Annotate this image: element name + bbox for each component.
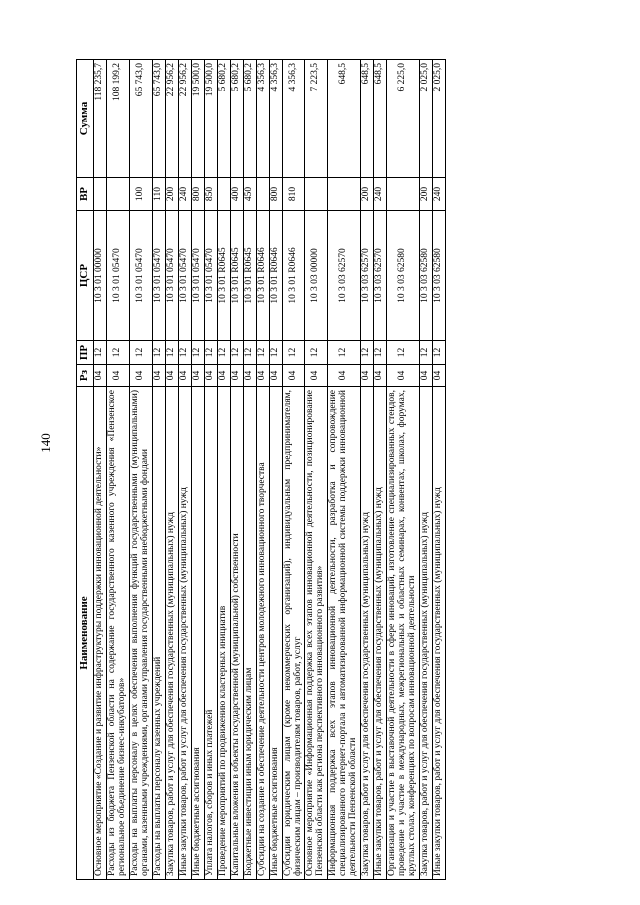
table-row xyxy=(328,60,361,880)
cell-pr: 12 xyxy=(94,341,107,365)
cell-vr: 810 xyxy=(282,178,305,211)
cell-rz: 04 xyxy=(269,365,282,387)
cell-pr: 12 xyxy=(230,341,243,365)
table-row xyxy=(387,60,420,880)
table-row xyxy=(269,60,282,880)
cell-pr: 12 xyxy=(305,341,328,365)
cell-name: Расходы на выплаты персоналу казенных учреждений xyxy=(152,387,165,880)
cell-rz: 04 xyxy=(387,365,420,387)
cell-name: Закупка товаров, работ и услуг для обеспечения государственных (муниципальных) нужд xyxy=(361,387,374,880)
table-body xyxy=(94,60,446,880)
cell-csr: 10 3 01 R0646 xyxy=(256,211,269,341)
cell-pr: 12 xyxy=(387,341,420,365)
table-row xyxy=(433,60,446,880)
cell-vr xyxy=(94,178,107,211)
cell-rz: 04 xyxy=(256,365,269,387)
cell-csr: 10 3 01 05470 xyxy=(178,211,191,341)
header-name: Наименование xyxy=(77,387,94,880)
cell-rz: 04 xyxy=(243,365,256,387)
cell-sum: 19 500,0 xyxy=(204,60,217,178)
cell-rz: 04 xyxy=(374,365,387,387)
cell-csr: 10 3 01 R0646 xyxy=(269,211,282,341)
cell-csr: 10 3 01 05470 xyxy=(165,211,178,341)
cell-vr xyxy=(217,178,230,211)
cell-vr xyxy=(387,178,420,211)
table-row xyxy=(106,60,129,880)
cell-csr: 10 3 03 62580 xyxy=(433,211,446,341)
table-row xyxy=(152,60,165,880)
cell-pr: 12 xyxy=(433,341,446,365)
cell-rz: 04 xyxy=(305,365,328,387)
cell-pr: 12 xyxy=(165,341,178,365)
cell-csr: 10 3 03 62580 xyxy=(420,211,433,341)
cell-csr: 10 3 03 62570 xyxy=(328,211,361,341)
cell-sum: 648,5 xyxy=(328,60,361,178)
cell-csr: 10 3 01 05470 xyxy=(152,211,165,341)
cell-name: Иные закупки товаров, работ и услуг для обеспечения государственных (муниципальных) нужд xyxy=(374,387,387,880)
rotated-page-content xyxy=(76,60,572,880)
cell-pr: 12 xyxy=(361,341,374,365)
cell-vr: 450 xyxy=(243,178,256,211)
cell-rz: 04 xyxy=(106,365,129,387)
cell-vr: 800 xyxy=(269,178,282,211)
table-row xyxy=(256,60,269,880)
cell-vr xyxy=(328,178,361,211)
header-vr: ВР xyxy=(77,178,94,211)
cell-rz: 04 xyxy=(420,365,433,387)
cell-vr: 200 xyxy=(361,178,374,211)
cell-vr: 240 xyxy=(178,178,191,211)
cell-pr: 12 xyxy=(204,341,217,365)
cell-name: Иные бюджетные ассигнования xyxy=(269,387,282,880)
table-row xyxy=(361,60,374,880)
cell-pr: 12 xyxy=(420,341,433,365)
cell-vr xyxy=(106,178,129,211)
table-row xyxy=(94,60,107,880)
cell-csr: 10 3 03 62580 xyxy=(387,211,420,341)
budget-table xyxy=(76,59,446,880)
table-row xyxy=(420,60,433,880)
cell-sum: 19 500,0 xyxy=(191,60,204,178)
cell-vr: 200 xyxy=(420,178,433,211)
cell-rz: 04 xyxy=(282,365,305,387)
cell-rz: 04 xyxy=(361,365,374,387)
cell-name: Информационная поддержка всех этапов инновационной деятельности, разработка и сопровождение специализированного интернет-портала и автоматизированной информационной системы поддержки инновационной деятельности Пензенской области xyxy=(328,387,361,880)
cell-csr: 10 3 03 62570 xyxy=(374,211,387,341)
cell-sum: 5 680,2 xyxy=(243,60,256,178)
table-row xyxy=(282,60,305,880)
cell-vr: 100 xyxy=(129,178,152,211)
cell-sum: 2 025,0 xyxy=(433,60,446,178)
cell-name: Бюджетные инвестиции иным юридическим лицам xyxy=(243,387,256,880)
cell-csr: 10 3 01 05470 xyxy=(106,211,129,341)
cell-csr: 10 3 01 05470 xyxy=(191,211,204,341)
cell-csr: 10 3 01 R0645 xyxy=(243,211,256,341)
cell-pr: 12 xyxy=(152,341,165,365)
cell-rz: 04 xyxy=(204,365,217,387)
cell-csr: 10 3 01 R0645 xyxy=(230,211,243,341)
table-row xyxy=(178,60,191,880)
cell-sum: 118 235,7 xyxy=(94,60,107,178)
cell-pr: 12 xyxy=(269,341,282,365)
cell-name: Основное мероприятие «Создание и развитие инфраструктуры поддержки инновационной деятельности» xyxy=(94,387,107,880)
cell-name: Иные бюджетные ассигнования xyxy=(191,387,204,880)
table-row xyxy=(129,60,152,880)
cell-rz: 04 xyxy=(191,365,204,387)
cell-vr: 110 xyxy=(152,178,165,211)
cell-rz: 04 xyxy=(328,365,361,387)
table-row xyxy=(243,60,256,880)
cell-pr: 12 xyxy=(282,341,305,365)
cell-vr: 400 xyxy=(230,178,243,211)
cell-sum: 6 225,0 xyxy=(387,60,420,178)
cell-name: Иные закупки товаров, работ и услуг для обеспечения государственных (муниципальных) нужд xyxy=(433,387,446,880)
table-row xyxy=(204,60,217,880)
cell-name: Закупка товаров, работ и услуг для обеспечения государственных (муниципальных) нужд xyxy=(165,387,178,880)
cell-sum: 4 356,3 xyxy=(256,60,269,178)
table-row xyxy=(165,60,178,880)
cell-sum: 65 743,0 xyxy=(152,60,165,178)
cell-pr: 12 xyxy=(106,341,129,365)
cell-vr: 850 xyxy=(204,178,217,211)
header-pr: ПР xyxy=(77,341,94,365)
cell-name: Основное мероприятие «Информационная поддержка всех этапов инновационной деятельности, позиционирование Пензенской области как региона перспективного инновационного развития» xyxy=(305,387,328,880)
header-csr: ЦСР xyxy=(77,211,94,341)
cell-pr: 12 xyxy=(178,341,191,365)
cell-rz: 04 xyxy=(433,365,446,387)
table-row xyxy=(374,60,387,880)
cell-sum: 2 025,0 xyxy=(420,60,433,178)
cell-rz: 04 xyxy=(152,365,165,387)
cell-name: Субсидии юридическим лицам (кроме некоммерческих организаций), индивидуальным предпринимателям, физическим лицам – производителям товаров, работ, услуг xyxy=(282,387,305,880)
cell-pr: 12 xyxy=(256,341,269,365)
cell-rz: 04 xyxy=(94,365,107,387)
cell-sum: 5 680,2 xyxy=(230,60,243,178)
cell-sum: 4 356,3 xyxy=(282,60,305,178)
cell-csr: 10 3 03 00000 xyxy=(305,211,328,341)
table-row xyxy=(230,60,243,880)
cell-pr: 12 xyxy=(217,341,230,365)
header-sum: Сумма xyxy=(77,60,94,178)
cell-sum: 5 680,2 xyxy=(217,60,230,178)
cell-sum: 648,5 xyxy=(374,60,387,178)
cell-csr: 10 3 01 R0645 xyxy=(217,211,230,341)
cell-vr: 240 xyxy=(374,178,387,211)
cell-name: Капитальные вложения в объекты государственной (муниципальной) собственности xyxy=(230,387,243,880)
cell-sum: 648,5 xyxy=(361,60,374,178)
cell-name: Уплата налогов, сборов и иных платежей xyxy=(204,387,217,880)
table-row xyxy=(191,60,204,880)
cell-sum: 65 743,0 xyxy=(129,60,152,178)
cell-name: Расходы из бюджета Пензенской области на содержание государственного казенного учреждения «Пензенское региональное объединение бизнес-инкубаторов» xyxy=(106,387,129,880)
cell-sum: 22 956,2 xyxy=(178,60,191,178)
cell-vr: 200 xyxy=(165,178,178,211)
cell-rz: 04 xyxy=(129,365,152,387)
cell-vr: 800 xyxy=(191,178,204,211)
cell-name: Организация и участие в выставочной деятельности в сфере инноваций, изготовление специализированных стендов, проведение и участие в международных, межрегиональных и областных семинарах, конвентах, школах, форумах, круглых столах, конференциях по вопросам инновационной деятельности xyxy=(387,387,420,880)
cell-pr: 12 xyxy=(191,341,204,365)
table-row xyxy=(217,60,230,880)
header-rz: Рз xyxy=(77,365,94,387)
cell-vr xyxy=(305,178,328,211)
cell-csr: 10 3 03 62570 xyxy=(361,211,374,341)
cell-pr: 12 xyxy=(129,341,152,365)
cell-csr: 10 3 01 00000 xyxy=(94,211,107,341)
cell-pr: 12 xyxy=(243,341,256,365)
page-number: 140 xyxy=(38,433,53,453)
table-header-row xyxy=(77,60,94,880)
cell-name: Субсидии на создание и обеспечение деятельности центров молодежного инновационного творчества xyxy=(256,387,269,880)
cell-csr: 10 3 01 R0646 xyxy=(282,211,305,341)
cell-name: Расходы на выплаты персоналу в целях обеспечения выполнения функций государственными (муниципальными) органами, казенными учреждениями, органами управления государственными внебюджетными фондами xyxy=(129,387,152,880)
cell-rz: 04 xyxy=(230,365,243,387)
cell-csr: 10 3 01 05470 xyxy=(204,211,217,341)
cell-sum: 4 356,3 xyxy=(269,60,282,178)
cell-rz: 04 xyxy=(165,365,178,387)
cell-rz: 04 xyxy=(217,365,230,387)
cell-pr: 12 xyxy=(374,341,387,365)
cell-vr: 240 xyxy=(433,178,446,211)
cell-rz: 04 xyxy=(178,365,191,387)
cell-sum: 108 199,2 xyxy=(106,60,129,178)
cell-name: Закупка товаров, работ и услуг для обеспечения государственных (муниципальных) нужд xyxy=(420,387,433,880)
table-row xyxy=(305,60,328,880)
cell-pr: 12 xyxy=(328,341,361,365)
cell-vr xyxy=(256,178,269,211)
cell-name: Проведение мероприятий по продвижению кластерных инициатив xyxy=(217,387,230,880)
cell-name: Иные закупки товаров, работ и услуг для обеспечения государственных (муниципальных) нужд xyxy=(178,387,191,880)
cell-csr: 10 3 01 05470 xyxy=(129,211,152,341)
cell-sum: 7 223,5 xyxy=(305,60,328,178)
cell-sum: 22 956,2 xyxy=(165,60,178,178)
